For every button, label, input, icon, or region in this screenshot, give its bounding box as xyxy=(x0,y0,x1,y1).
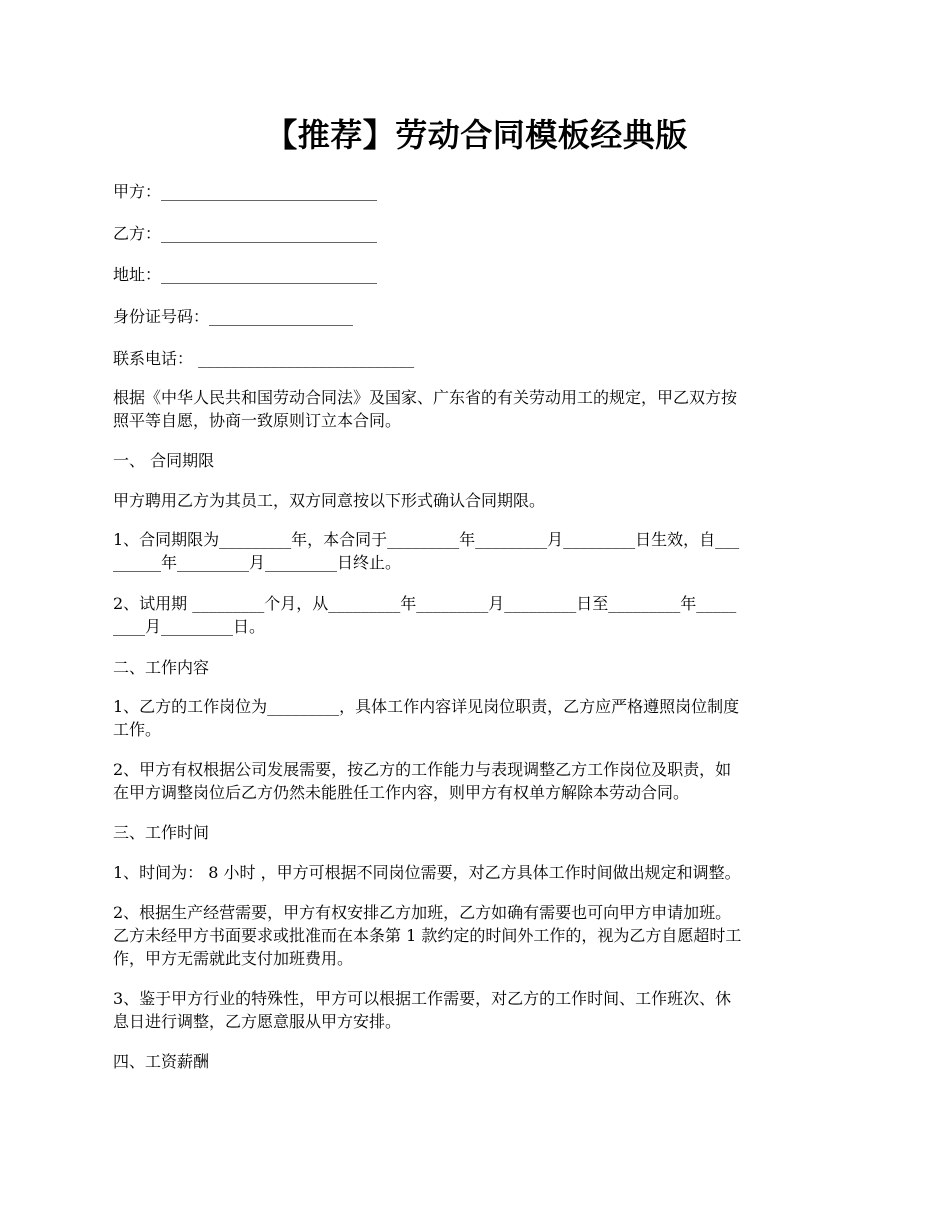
term-intro-paragraph: 甲方聘用乙方为其员工，双方同意按以下形式确认合同期限。 xyxy=(113,491,546,510)
section-heading-work-content: 二、工作内容 xyxy=(113,658,210,677)
clause-line: 3、鉴于甲方行业的特殊性，甲方可以根据工作需要，对乙方的工作时间、工作班次、休 xyxy=(113,989,732,1008)
address-field: 地址：___________________________ xyxy=(113,265,378,284)
clause-line: ______年_________月_________日终止。 xyxy=(113,553,402,572)
intro-line: 根据《中华人民共和国劳动合同法》及国家、广东省的有关劳动用工的规定，甲乙双方按 xyxy=(113,388,738,407)
intro-paragraph xyxy=(113,386,840,432)
section-heading-term: 一、 合同期限 xyxy=(113,451,215,470)
phone-field: 联系电话： ___________________________ xyxy=(113,349,415,368)
clause-line: 1、乙方的工作岗位为_________，具体工作内容详见岗位职责，乙方应严格遵照岗位制度 xyxy=(113,697,740,716)
work-content-clause-2 xyxy=(113,758,840,804)
term-clause-2 xyxy=(113,592,840,638)
term-clause-1 xyxy=(113,528,840,574)
work-hours-clause-2 xyxy=(113,901,840,970)
clause-line: 乙方未经甲方书面要求或批准而在本条第 1 款约定的时间外工作的，视为乙方自愿超时工 xyxy=(113,926,742,945)
work-hours-clause-1: 1、时间为： 8 小时 ，甲方可根据不同岗位需要，对乙方具体工作时间做出规定和调整。 xyxy=(113,863,741,882)
section-heading-salary: 四、工资薪酬 xyxy=(113,1052,210,1071)
clause-line: 2、甲方有权根据公司发展需要，按乙方的工作能力与表现调整乙方工作岗位及职责，如 xyxy=(113,760,732,779)
clause-line: 2、根据生产经营需要，甲方有权安排乙方加班，乙方如确有需要也可向甲方申请加班。 xyxy=(113,903,732,922)
clause-line: 2、试用期 _________个月，从_________年_________月_________日至_________年_____ xyxy=(113,594,737,613)
section-heading-work-hours: 三、工作时间 xyxy=(113,823,210,842)
intro-line: 照平等自愿，协商一致原则订立本合同。 xyxy=(113,411,402,430)
party-a-field: 甲方：___________________________ xyxy=(113,182,378,201)
clause-line: 1、合同期限为_________年，本合同于_________年_________月_________日生效，自___ xyxy=(113,530,740,549)
clause-line: 在甲方调整岗位后乙方仍然未能胜任工作内容，则甲方有权单方解除本劳动合同。 xyxy=(113,783,690,802)
clause-line: ____月_________日。 xyxy=(113,617,266,636)
party-b-field: 乙方：___________________________ xyxy=(113,224,378,243)
clause-line: 作，甲方无需就此支付加班费用。 xyxy=(113,949,354,968)
clause-line: 工作。 xyxy=(113,720,162,739)
work-content-clause-1 xyxy=(113,695,840,741)
clause-line: 息日进行调整，乙方愿意服从甲方安排。 xyxy=(113,1012,402,1031)
document-title: 【推荐】劳动合同模板经典版 xyxy=(265,116,688,154)
id-number-field: 身份证号码：__________________ xyxy=(113,307,354,326)
work-hours-clause-3 xyxy=(113,987,840,1033)
